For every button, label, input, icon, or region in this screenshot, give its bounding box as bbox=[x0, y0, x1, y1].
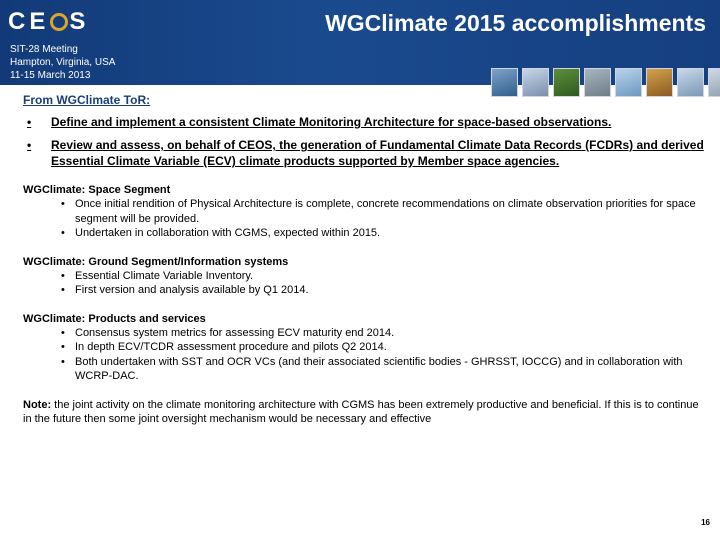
section-item-text: Both undertaken with SST and OCR VCs (and their associated scientific bodies - GHRSST, IOCCG) and in collaboration with WCRP-DAC. bbox=[75, 355, 683, 382]
section-item-text: First version and analysis available by Q1 2014. bbox=[75, 284, 309, 296]
header-banner bbox=[0, 0, 720, 85]
page-number: 16 bbox=[701, 518, 710, 527]
section-title: WGClimate: Ground Segment/Information systems bbox=[23, 255, 289, 268]
bullet-icon: • bbox=[61, 198, 65, 210]
section-item-text: Consensus system metrics for assessing ECV maturity end 2014. bbox=[75, 326, 395, 339]
meeting-info bbox=[10, 43, 115, 82]
section-item bbox=[23, 283, 708, 298]
bullet-icon: • bbox=[61, 326, 65, 339]
bullet-icon: • bbox=[61, 284, 65, 296]
tor-bullet-text: Review and assess, on behalf of CEOS, the generation of Fundamental Climate Data Records (FCDRs) and derived Essential Climate Variable (ECV) climate products supported by Member space agencies. bbox=[51, 138, 704, 168]
section-ground-segment bbox=[23, 255, 708, 298]
tor-heading: From WGClimate ToR: bbox=[23, 93, 151, 107]
meeting-name: SIT-28 Meeting bbox=[10, 44, 78, 55]
slide-title: WGClimate 2015 accomplishments bbox=[325, 10, 706, 36]
meeting-location: Hampton, Virginia, USA bbox=[10, 57, 116, 68]
ceos-logo: CE S bbox=[8, 8, 90, 35]
slide-body bbox=[23, 93, 708, 427]
bullet-icon: • bbox=[27, 115, 32, 129]
section-item bbox=[23, 340, 708, 355]
section-products-services bbox=[23, 312, 708, 384]
earth-observation-photo bbox=[708, 68, 720, 97]
bullet-icon: • bbox=[61, 341, 65, 353]
section-title: WGClimate: Space Segment bbox=[23, 184, 171, 196]
section-item bbox=[23, 269, 708, 284]
bullet-icon: • bbox=[61, 355, 65, 368]
section-item-text: In depth ECV/TCDR assessment procedure and pilots Q2 2014. bbox=[75, 341, 387, 353]
tor-bullet bbox=[23, 114, 708, 130]
section-item-text: Once initial rendition of Physical Architecture is complete, concrete recommendations on climate observation priorities for space segment will be provided. bbox=[75, 198, 696, 225]
section-item bbox=[23, 355, 708, 384]
note-paragraph bbox=[23, 398, 708, 427]
meeting-dates: 11-15 March 2013 bbox=[10, 70, 91, 81]
tor-bullet bbox=[23, 137, 708, 169]
bullet-icon: • bbox=[27, 138, 32, 152]
section-item-text: Undertaken in collaboration with CGMS, expected within 2015. bbox=[75, 227, 381, 239]
tor-bullet-text: Define and implement a consistent Climate Monitoring Architecture for space-based observations. bbox=[51, 115, 612, 129]
section-item bbox=[23, 226, 708, 241]
bullet-icon: • bbox=[61, 269, 65, 282]
section-item-text: Essential Climate Variable Inventory. bbox=[75, 269, 254, 282]
note-text: the joint activity on the climate monitoring architecture with CGMS has been extremely productive and beneficial. If this is to continue in the future then some joint oversight mechanism would be necessary and effective bbox=[23, 398, 699, 425]
note-label: Note: bbox=[23, 398, 52, 411]
section-item bbox=[23, 326, 708, 341]
section-item bbox=[23, 197, 708, 226]
section-space-segment bbox=[23, 183, 708, 241]
bullet-icon: • bbox=[61, 227, 65, 239]
section-title: WGClimate: Products and services bbox=[23, 312, 206, 325]
